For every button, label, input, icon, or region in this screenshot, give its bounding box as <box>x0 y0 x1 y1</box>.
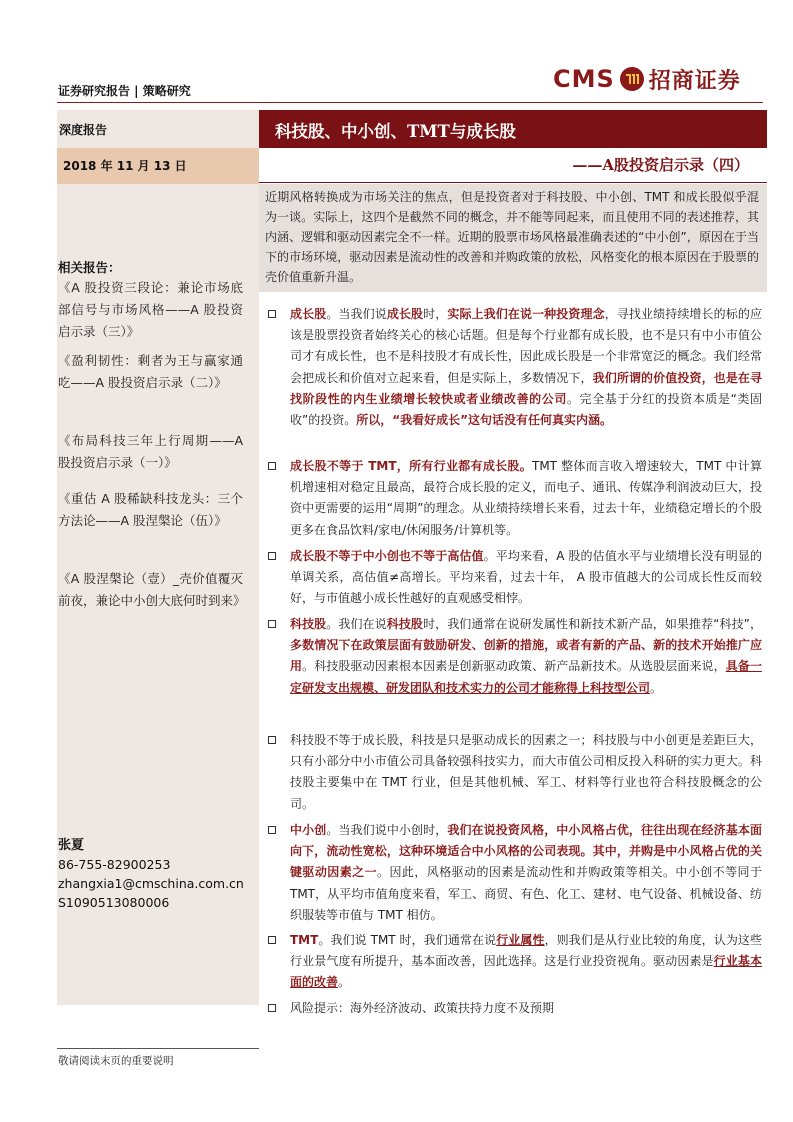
bullet-segment: 风险提示：海外经济波动、政策扶持力度不及预期 <box>290 1001 555 1015</box>
bullet-item <box>268 546 762 610</box>
bullet-segment: 科技股 <box>386 617 424 631</box>
bullet-segment: 实际上我们在说一种投资理念 <box>447 307 605 321</box>
bullet-segment: 所以，“我看好成长”这句话没有任何真实内涵。 <box>356 413 612 428</box>
bullet-segment: 成长股不等于 TMT，所有行业都有成长股。 <box>290 459 532 473</box>
bullet-segment: 我们所谓的价值投资，也是在寻找阶段性的内生业绩增长较快或者业绩改善的公司 <box>290 370 762 406</box>
bullet-segment: 科技股 <box>290 617 327 631</box>
footer-rule <box>57 1048 259 1049</box>
bullet-segment: TMT 整体而言收入增速较大，TMT 中计算机增速相对稳定且最高，最符合成长股的定义，而电子、通讯、传媒净利润波动巨大，投资中更需要的运用“周期”的理念。从业绩持续增长来看，过去十年，业绩稳定增长的个股更多在食品饮料/家电/休闲服务/计算机等。 <box>290 459 762 537</box>
bullet-segment: 。 <box>650 680 663 695</box>
bullet-segment: 。我们说 TMT 时，我们通常在说 <box>318 933 497 947</box>
checkbox-bullet-icon <box>268 1004 276 1012</box>
bullet-text <box>290 456 762 541</box>
related-reports-heading: 相关报告： <box>58 260 121 275</box>
bullet-text <box>290 730 762 815</box>
checkbox-bullet-icon <box>268 736 276 744</box>
bullet-segment: 时，我们通常在说研发属性和新技术新产品，如果推荐“科技”， <box>423 617 762 631</box>
bullet-text <box>290 546 762 610</box>
related-report-item[interactable]: 《A 股投资三段论：兼论市场底部信号与市场风格——A 股投资启示录（三）》 <box>58 280 243 339</box>
bullet-segment: 。当我们说中小创时， <box>326 823 448 837</box>
analyst-phone: 86-755-82900253 <box>58 857 171 872</box>
bullet-segment: 。我们在说 <box>326 617 387 631</box>
checkbox-bullet-icon <box>268 552 276 560</box>
bullet-item <box>268 614 762 699</box>
checkbox-bullet-icon <box>268 826 276 834</box>
bullet-segment: 多数情况下在政策层面有鼓励研发、创新的措施，或者有新的产品、新的技术开始推广应用 <box>290 638 762 674</box>
bullet-segment: 中小创 <box>290 823 327 837</box>
bullet-segment: 。科技股驱动因素根本因素是创新驱动政策、新产品新技术。从选股层面来说， <box>302 659 726 674</box>
page-subtitle: ——A股投资启示录（四） <box>572 156 749 174</box>
brand-logo <box>553 62 741 96</box>
bullet-segment: 时， <box>423 307 448 321</box>
cms-emblem-icon <box>619 66 645 92</box>
bullet-text <box>290 614 762 699</box>
bullet-segment: 。 <box>338 975 351 990</box>
analyst-name: 张夏 <box>58 838 85 853</box>
bullet-item <box>268 304 762 431</box>
analyst-contact <box>58 836 244 912</box>
bullet-segment: 行业基本面的改善 <box>290 954 762 990</box>
bullet-segment: ，寻找业绩持续增长的标的应该是股票投资者始终关心的核心话题。但是每个行业都有成长股，也不是只有中小市值公司才有成长性，也不是科技股才有成长性，因此成长股是一个非常宽泛的概念。我们经常会把成长和价值对立起来看，但是实际上，多数情况下， <box>290 307 762 385</box>
checkbox-bullet-icon <box>268 936 276 944</box>
checkbox-bullet-icon <box>268 462 276 470</box>
bullet-segment: 。因此，风格驱动的因素是流动性和并购政策等相关。中小创不等同于 TMT，从平均市值角度来看，军工、商贸、有色、化工、建材、电气设备、机械设备、纺织服装等市值与 TMT 相仿。 <box>290 865 762 922</box>
bullet-item <box>268 998 762 1019</box>
bullet-item <box>268 456 762 541</box>
bullet-segment: ，则我们是从行业比较的角度，认为这些行业景气度有所提升，基本面改善，因此选择。这是行业投资视角。驱动因素是 <box>290 933 762 969</box>
bullet-item <box>268 930 762 994</box>
bullet-segment: 成长股 <box>290 307 327 321</box>
related-report-item[interactable]: 《A 股涅槃论（壹）_壳价值覆灭前夜，兼论中小创大底何时到来》 <box>58 571 246 608</box>
checkbox-bullet-icon <box>268 310 276 318</box>
header-rule <box>57 102 763 103</box>
related-report-item[interactable]: 《盈利韧性：剩者为王与赢家通吃——A 股投资启示录（二）》 <box>58 353 243 390</box>
bullet-text <box>290 820 762 926</box>
bullet-text <box>290 930 762 994</box>
bullet-text <box>290 304 762 431</box>
footer-note: 敬请阅读末页的重要说明 <box>58 1055 174 1067</box>
page-title: 科技股、中小创、TMT与成长股 <box>275 122 516 141</box>
logo-cms-text: CMS <box>553 65 615 93</box>
bullet-item <box>268 730 762 815</box>
analyst-email[interactable]: zhangxia1@cmschina.com.cn <box>58 876 244 891</box>
bullet-segment: 成长股 <box>386 307 424 321</box>
bullet-segment: 。平均来看，A 股的估值水平与业绩增长没有明显的单调关系，高估值≠高增长。平均来看，过去十年， A 股市值越大的公司成长性反而较好，与市值越小成长性越好的直观感受相悖。 <box>290 549 762 606</box>
checkbox-bullet-icon <box>268 620 276 628</box>
subtitle-rule <box>259 182 767 183</box>
bullet-segment: 科技股不等于成长股，科技是只是驱动成长的因素之一；科技股与中小创更是差距巨大，只有小部分中小市值公司具备较强科技实力，而大市值公司相反投入科研的实力更大。科技股主要集中在 TMT 行业，但是其他机械、军工、材料等行业也符合科技股概念的公司。 <box>290 733 762 811</box>
related-report-item[interactable]: 《布局科技三年上行周期——A 股投资启示录（一）》 <box>58 433 243 470</box>
bullet-segment: TMT <box>290 933 319 947</box>
report-category: 证券研究报告 | 策略研究 <box>58 84 191 98</box>
analyst-license: S1090513080006 <box>58 895 170 910</box>
bullet-segment: 。当我们说 <box>326 307 387 321</box>
report-type: 深度报告 <box>59 123 108 137</box>
title-bar <box>259 110 767 148</box>
bullet-segment: 行业属性 <box>496 933 545 947</box>
logo-cn-text: 招商证券 <box>648 67 741 94</box>
bullet-segment: 我们在说投资风格，中小风格占优，往往出现在经济基本面向下，流动性宽松，这种环境适合中小风格的公司表现。其中，并购是中小风格占优的关键驱动因素之一 <box>290 823 762 880</box>
related-report-item[interactable]: 《重估 A 股稀缺科技龙头：三个方法论——A 股涅槃论（伍）》 <box>58 491 243 528</box>
bullet-item <box>268 820 762 926</box>
bullet-segment: 成长股不等于中小创也不等于高估值 <box>290 549 484 563</box>
bullet-segment: 。完全基于分红的投资本质是“类固收”的投资。 <box>290 391 762 428</box>
report-date: 2018 年 11 月 13 日 <box>57 148 259 184</box>
bullet-segment: 具备一定研发支出规模、研发团队和技术实力的公司才能称得上科技型公司 <box>290 659 762 695</box>
bullet-text <box>290 998 762 1019</box>
summary-box: 近期风格转换成为市场关注的焦点，但是投资者对于科技股、中小创、TMT 和成长股似乎混为一谈。实际上，这四个是截然不同的概念，并不能等同起来，而且使用不同的表述推荐，其内涵、逻辑和驱动因素完全不一样。近期的股票市场风格最准确表述的“中小创”，原因在于当下的市场环境，驱动因素是流动性的改善和并购政策的放松，风格变化的根本原因在于股票的壳价值重新升温。 <box>259 184 767 292</box>
